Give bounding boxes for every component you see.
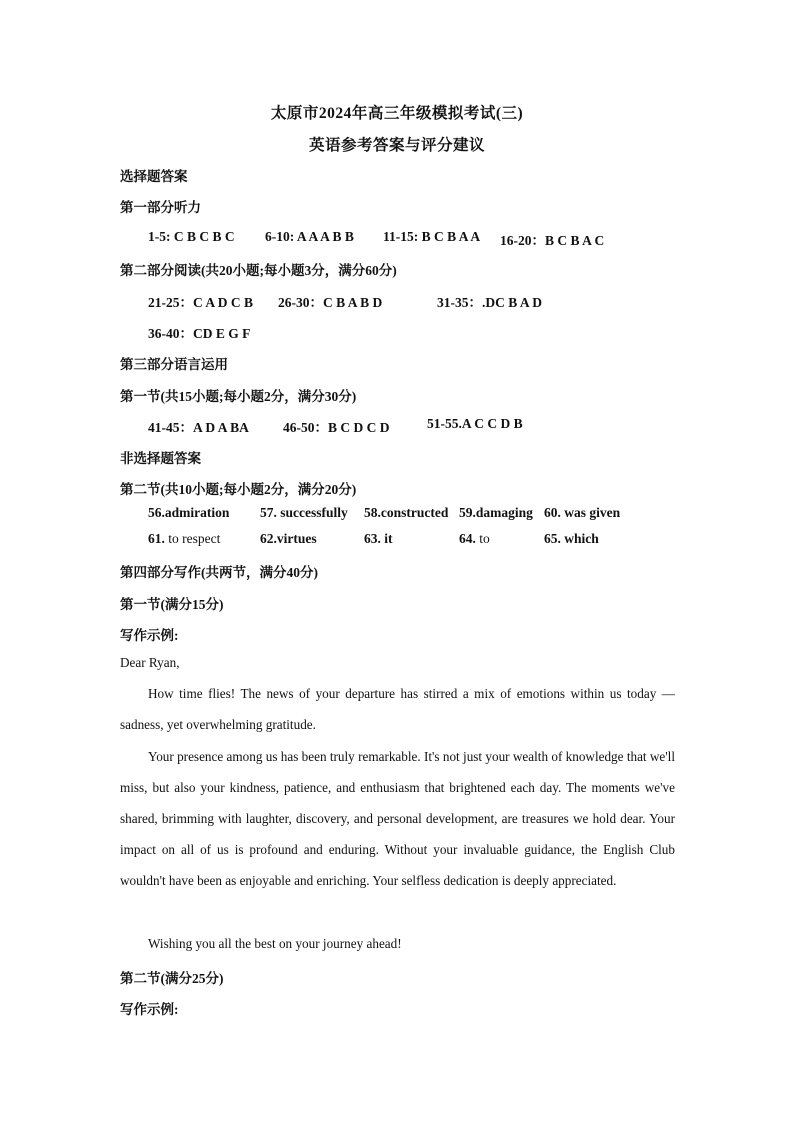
answer-41-45: 41-45：A D A BA xyxy=(148,420,249,435)
page-title: 太原市2024年高三年级模拟考试(三) xyxy=(270,105,524,122)
sample-label-2: 写作示例: xyxy=(120,1002,179,1017)
answer-56: 56.admiration xyxy=(148,505,230,520)
answer-64 xyxy=(459,531,490,547)
letter-paragraph-2: Your presence among us has been truly remarkable. It's not just your wealth of knowledge that we'll miss, but also your kindness, patience, and enthusiasm that brightened each day. The moments we've shared, brimming with laughter, discovery, and personal development, are treasures we hold dear. Your impact on all of us is profound and enduring. Without your invaluable guidance, the English Club wouldn't have been as enjoyable and enriching. Your selfless dedication is deeply appreciated. xyxy=(120,749,675,889)
part4-heading: 第四部分写作(共两节，满分40分) xyxy=(120,565,318,580)
answer-26-30: 26-30：C B A B D xyxy=(278,295,383,310)
answer-6-10: 6-10: A A A B B xyxy=(265,229,354,244)
part1-heading: 第一部分听力 xyxy=(120,200,201,215)
subjective-heading: 非选择题答案 xyxy=(120,451,201,466)
answer-61-word: to respect xyxy=(168,531,221,546)
answer-58: 58.constructed xyxy=(364,505,449,520)
part3-section1-heading: 第一节(共15小题;每小题2分，满分30分) xyxy=(120,389,357,404)
objective-heading: 选择题答案 xyxy=(120,169,188,184)
part2-heading: 第二部分阅读(共20小题;每小题3分，满分60分) xyxy=(120,263,397,278)
answer-64-word: to xyxy=(479,531,490,546)
part3-heading: 第三部分语言运用 xyxy=(120,357,228,372)
answer-46-50: 46-50：B C D C D xyxy=(283,420,390,435)
answer-21-25: 21-25：C A D C B xyxy=(148,295,254,310)
answer-59: 59.damaging xyxy=(459,505,533,520)
letter-paragraph-3: Wishing you all the best on your journey ahead! xyxy=(148,936,402,951)
answer-61 xyxy=(148,531,220,547)
answer-63: 63. it xyxy=(364,531,393,546)
part4-section1-heading: 第一节(满分15分) xyxy=(120,597,224,612)
sample-label: 写作示例: xyxy=(120,628,179,643)
answer-64-label: 64. xyxy=(459,531,476,546)
answer-16-20: 16-20：B C B A C xyxy=(500,233,605,248)
answer-65: 65. which xyxy=(544,531,599,546)
section2-heading: 第二节(共10小题;每小题2分，满分20分) xyxy=(120,482,357,497)
page-subtitle: 英语参考答案与评分建议 xyxy=(308,137,485,154)
part4-section2-heading: 第二节(满分25分) xyxy=(120,971,224,986)
answer-11-15: 11-15: B C B A A xyxy=(383,229,481,244)
letter-salutation: Dear Ryan, xyxy=(120,655,180,670)
answer-61-label: 61. xyxy=(148,531,165,546)
answer-31-35: 31-35：.DC B A D xyxy=(437,295,543,310)
answer-1-5: 1-5: C B C B C xyxy=(148,229,235,244)
answer-57: 57. successfully xyxy=(260,505,348,520)
answer-51-55: 51-55.A C C D B xyxy=(427,416,523,431)
answer-60: 60. was given xyxy=(544,505,621,520)
answer-36-40: 36-40：CD E G F xyxy=(148,326,251,341)
answer-62: 62.virtues xyxy=(260,531,317,546)
letter-paragraph-1: How time flies! The news of your departure has stirred a mix of emotions within us today —sadness, yet overwhelming gratitude. xyxy=(120,686,675,733)
